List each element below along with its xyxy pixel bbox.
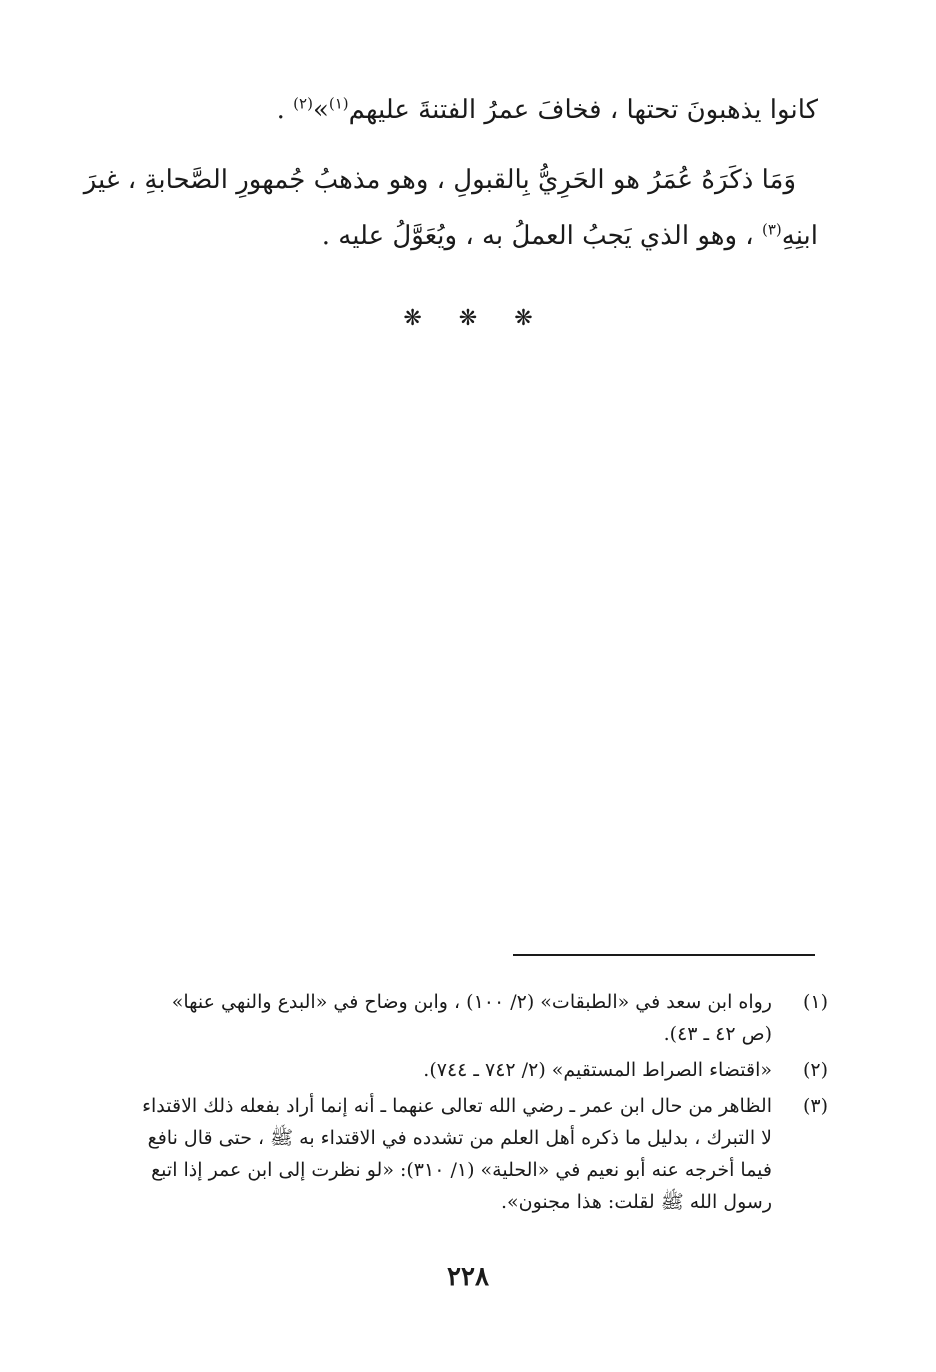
closing-quote: » bbox=[312, 95, 329, 125]
separator-star-icon: ❋ bbox=[403, 306, 422, 331]
paragraph-text: ، وهو الذي يَجبُ العملُ به ، ويُعَوَّلُ عليه . bbox=[321, 221, 762, 251]
footnote-line: لا التبرك ، بدليل ما ذكره أهل العلم من تشدده في الاقتداء به ﷺ ، حتى قال نافع bbox=[147, 1127, 772, 1149]
separator-star-icon: ❋ bbox=[514, 306, 533, 331]
footnote-line: رواه ابن سعد في «الطبقات» (٢/ ١٠٠) ، وابن وضاح في «البدع والنهي عنها» bbox=[171, 991, 772, 1013]
footnote-line: رسول الله ﷺ لقلت: هذا مجنون». bbox=[500, 1191, 772, 1213]
footnote-number: (٢) bbox=[802, 1059, 828, 1081]
main-paragraph-2 bbox=[83, 152, 818, 264]
sentence-end: . bbox=[276, 95, 294, 125]
footnotes-section bbox=[96, 986, 828, 1222]
footnote-ref-1: (١) bbox=[328, 94, 349, 113]
paragraph-line bbox=[108, 82, 818, 138]
main-paragraph-1 bbox=[108, 82, 818, 138]
footnote-line: (ص ٤٢ ـ ٤٣). bbox=[663, 1023, 772, 1045]
footnote-ref-3: (٣) bbox=[761, 220, 782, 239]
footnote-number: (١) bbox=[802, 991, 828, 1013]
page-number: ٢٢٨ bbox=[447, 1262, 489, 1292]
paragraph-text: كانوا يذهبونَ تحتها ، فخافَ عمرُ الفتنةَ عليهم bbox=[348, 95, 818, 125]
paragraph-text: ابنِهِ bbox=[781, 221, 818, 251]
separator-star-icon: ❋ bbox=[458, 306, 478, 331]
footnote-2 bbox=[96, 1054, 828, 1086]
footnote-ref-2: (٢) bbox=[293, 94, 313, 113]
footnote-line: الظاهر من حال ابن عمر ـ رضي الله تعالى عنهما ـ أنه إنما أراد بفعله ذلك الاقتداء bbox=[142, 1095, 772, 1117]
section-separator bbox=[0, 306, 936, 331]
footnote-3 bbox=[96, 1090, 828, 1218]
footnote-1 bbox=[96, 986, 828, 1050]
paragraph-line: وَمَا ذكَرَهُ عُمَرُ هو الحَرِيُّ بِالقبولِ ، وهو مذهبُ جُمهورِ الصَّحابةِ ، غيرَ bbox=[83, 165, 796, 195]
footnote-line: فيما أخرجه عنه أبو نعيم في «الحلية» (١/ ٣١٠): «لو نظرت إلى ابن عمر إذا اتبع bbox=[151, 1159, 772, 1181]
footnote-divider bbox=[513, 954, 815, 956]
footnote-number: (٣) bbox=[802, 1095, 828, 1117]
footnote-line: «اقتضاء الصراط المستقيم» (٢/ ٧٤٢ ـ ٧٤٤). bbox=[423, 1059, 772, 1081]
paragraph-line bbox=[108, 208, 818, 264]
